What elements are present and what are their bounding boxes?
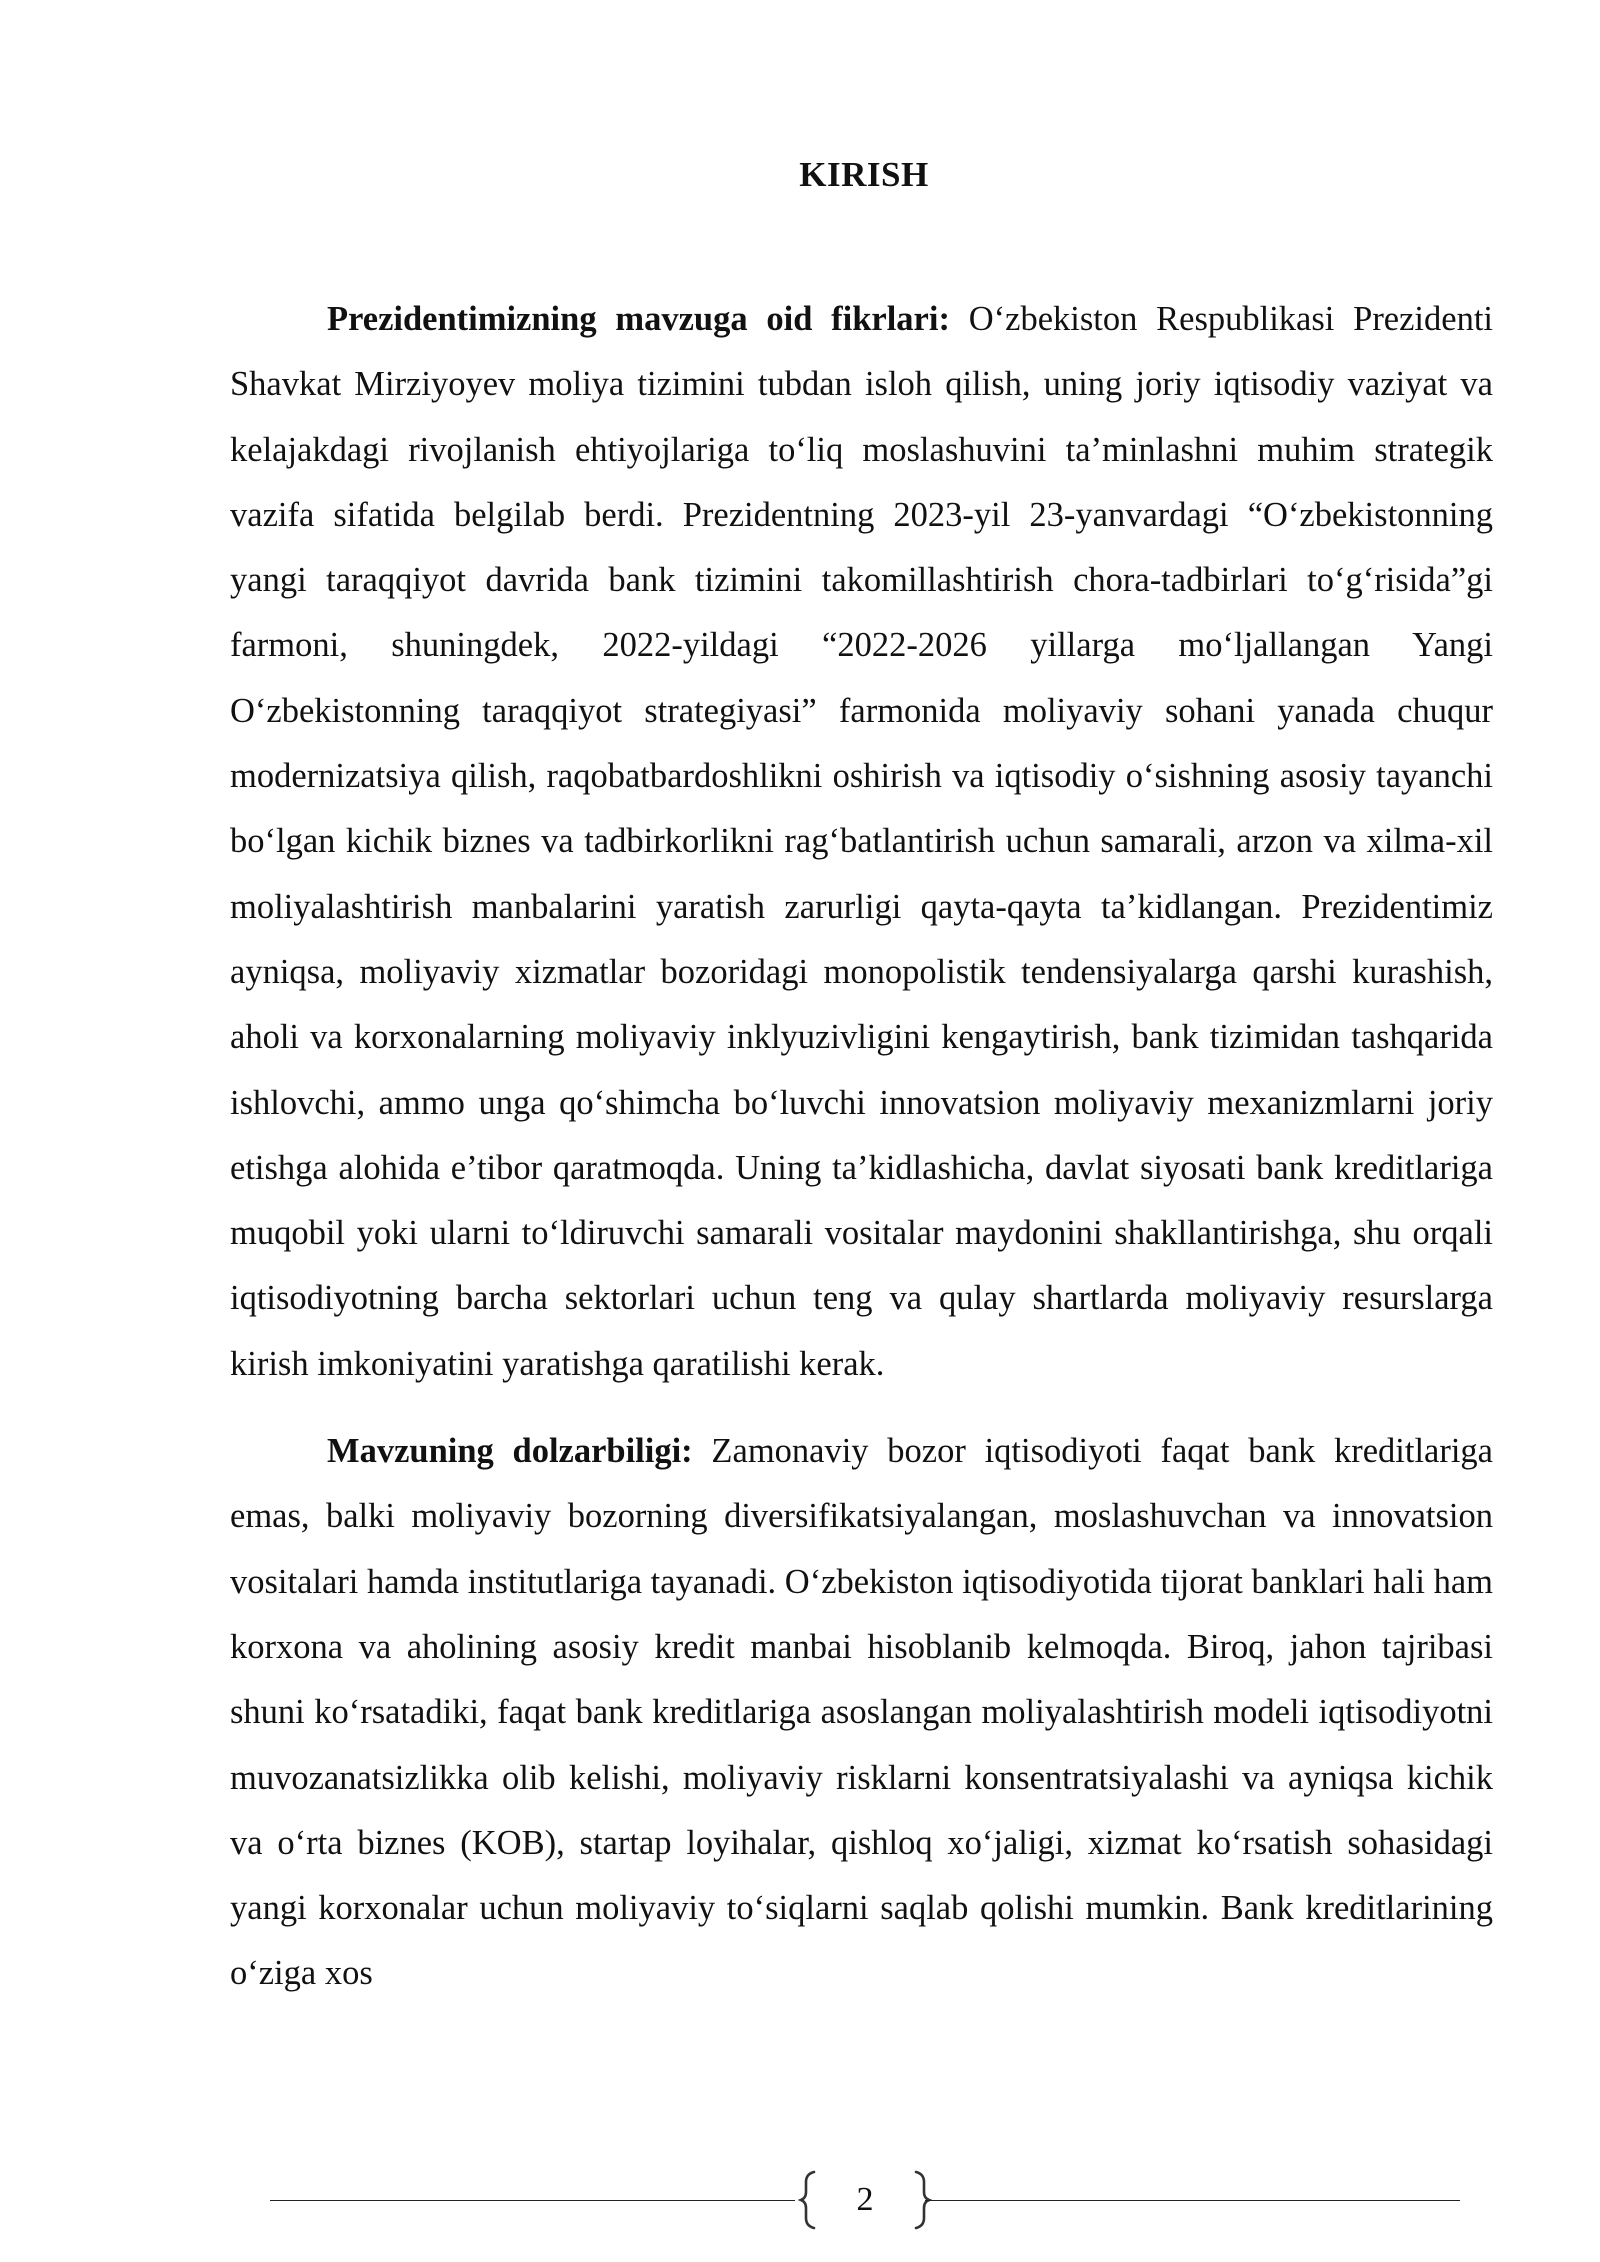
section-heading: KIRISH xyxy=(799,155,929,194)
footer-rule-right xyxy=(925,2200,1460,2201)
paragraph-relevance xyxy=(230,1419,1493,2007)
paragraph-text: Zamonaviy bozor iqtisodiyoti faqat bank kreditlariga emas, balki moliyaviy bozorning diversifikatsiyalangan, moslashuvchan va innovatsion vositalari hamda institutlariga tayanadi. O‘zbekiston iqtisodiyotida tijorat banklari hali ham korxona va aholining asosiy kredit manbai hisoblanib kelmoqda. Biroq, jahon tajribasi shuni ko‘rsatadiki, faqat bank kreditlariga asoslangan moliyalashtirish modeli iqtisodiyotni muvozanatsizlikka olib kelishi, moliyaviy risklarni konsentratsiyalashi va ayniqsa kichik va o‘rta biznes (KOB), startap loyihalar, qishloq xo‘jaligi, xizmat ko‘rsatish sohasidagi yangi korxonalar uchun moliyaviy to‘siqlarni saqlab qolishi mumkin. Bank kreditlarining o‘ziga xos xyxy=(230,1432,1493,1993)
page-number: 2 xyxy=(856,2181,874,2218)
paragraph-lead: Mavzuning dolzarbiligi: xyxy=(327,1432,693,1471)
paragraph-text: O‘zbekiston Respublikasi Prezidenti Shavkat Mirziyoyev moliya tizimini tubdan isloh qilish, uning joriy iqtisodiy vaziyat va kelajakdagi rivojlanish ehtiyojlariga to‘liq moslashuvini ta’minlashni muhim strategik vazifa sifatida belgilab berdi. Prezidentning 2023-yil 23-yanvardagi “O‘zbekistonning yangi taraqqiyot davrida bank tizimini takomillashtirish chora-tadbirlari to‘g‘risida”gi farmoni, shuningdek, 2022-yildagi “2022-2026 yillarga mo‘ljallangan Yangi O‘zbekistonning taraqqiyot strategiyasi” farmonida moliyaviy sohani yanada chuqur modernizatsiya qilish, raqobatbardoshlikni oshirish va iqtisodiy o‘sishning asosiy tayanchi bo‘lgan kichik biznes va tadbirkorlikni rag‘batlantirish uchun samarali, arzon va xilma-xil moliyalashtirish manbalarini yaratish zarurligi qayta-qayta ta’kidlangan. Prezidentimiz ayniqsa, moliyaviy xizmatlar bozoridagi monopolistik tendensiyalarga qarshi kurashish, aholi va korxonalarning moliyaviy inklyuzivligini kengaytirish, bank tizimidan tashqarida ishlovchi, ammo unga qo‘shimcha bo‘luvchi innovatsion moliyaviy mexanizmlarni joriy etishga alohida e’tibor qaratmoqda. Uning ta’kidlashicha, davlat siyosati bank kreditlariga muqobil yoki ularni to‘ldiruvchi samarali vositalar maydonini shakllantirishga, shu orqali iqtisodiyotning barcha sektorlari uchun teng va qulay shartlarda moliyaviy resurslarga kirish imkoniyatini yaratishga qaratilishi kerak. xyxy=(230,300,1493,1383)
body-text xyxy=(230,287,1493,2007)
paragraph-president-views xyxy=(230,287,1493,1397)
page-footer xyxy=(270,2170,1460,2230)
footer-rule-left xyxy=(270,2200,795,2201)
left-bracket-icon xyxy=(798,2170,818,2230)
paragraph-lead: Prezidentimizning mavzuga oid fikrlari: xyxy=(327,300,950,338)
